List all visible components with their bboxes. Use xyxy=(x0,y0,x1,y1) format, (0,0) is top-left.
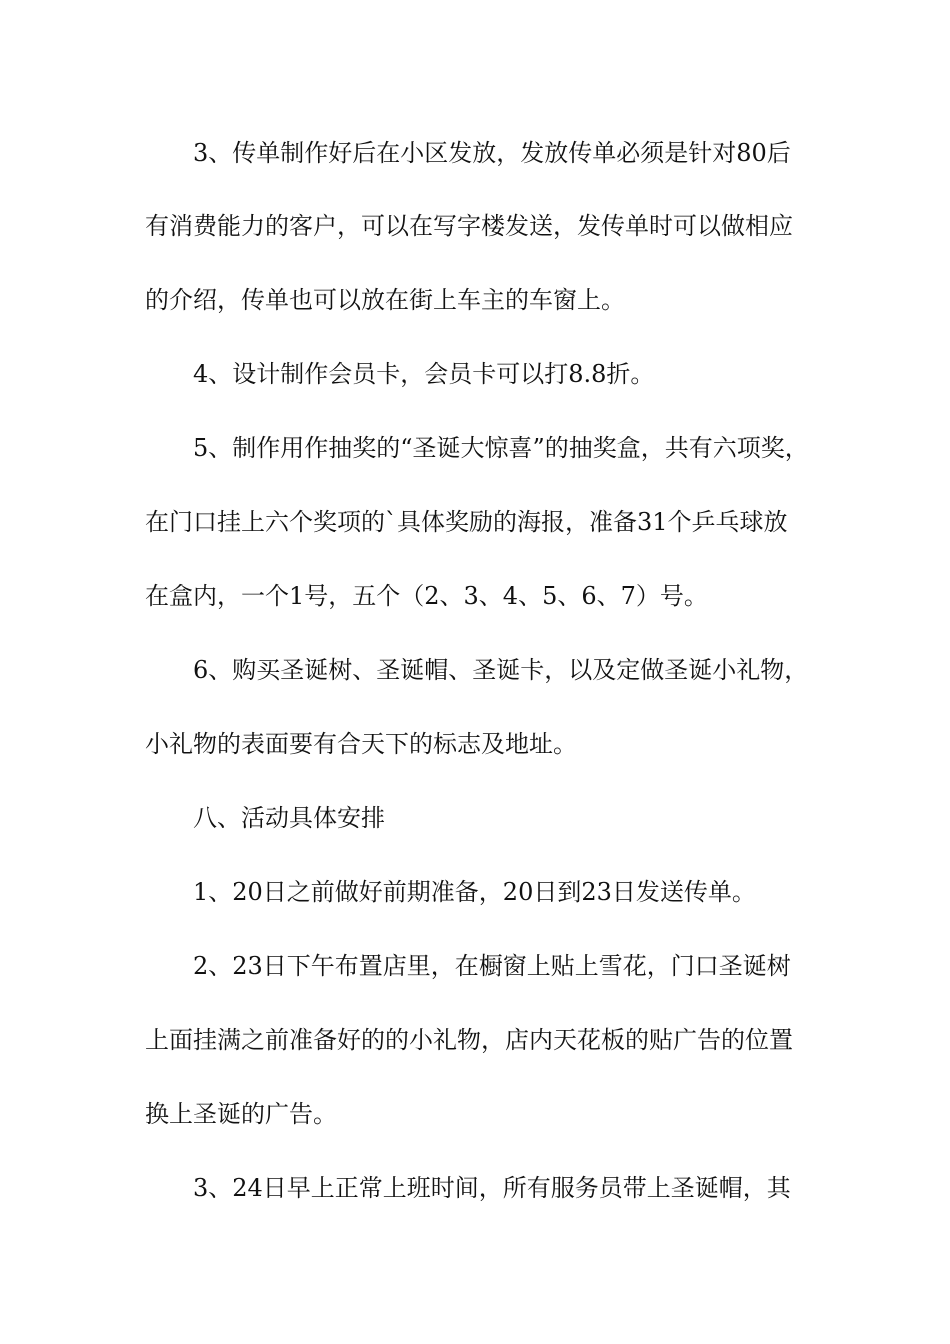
text-line: 小礼物的表面要有合天下的标志及地址。 xyxy=(145,730,577,758)
text-line: 5、制作用作抽奖的“圣诞大惊喜”的抽奖盒，共有六项奖， xyxy=(193,434,809,462)
text-line: 6、购买圣诞树、圣诞帽、圣诞卡，以及定做圣诞小礼物， xyxy=(193,656,809,684)
text-line: 3、24日早上正常上班时间，所有服务员带上圣诞帽，其 xyxy=(193,1174,791,1202)
text-line: 1、20日之前做好前期准备，20日到23日发送传单。 xyxy=(193,878,756,906)
text-line: 在盒内，一个1号，五个（2、3、4、5、6、7）号。 xyxy=(145,582,708,610)
text-line: 换上圣诞的广告。 xyxy=(145,1100,337,1128)
text-line: 2、23日下午布置店里，在橱窗上贴上雪花，门口圣诞树 xyxy=(193,952,791,980)
text-line: 上面挂满之前准备好的的小礼物，店内天花板的贴广告的位置 xyxy=(145,1026,793,1054)
text-line: 的介绍，传单也可以放在街上车主的车窗上。 xyxy=(145,286,625,314)
text-line: 有消费能力的客户，可以在写字楼发送，发传单时可以做相应 xyxy=(145,212,793,240)
text-line: 在门口挂上六个奖项的`具体奖励的海报，准备31个乒乓球放 xyxy=(145,508,788,536)
section-heading: 八、活动具体安排 xyxy=(193,804,385,832)
text-line: 3、传单制作好后在小区发放，发放传单必须是针对80后 xyxy=(193,139,791,167)
text-line: 4、设计制作会员卡，会员卡可以打8.8折。 xyxy=(193,360,655,388)
